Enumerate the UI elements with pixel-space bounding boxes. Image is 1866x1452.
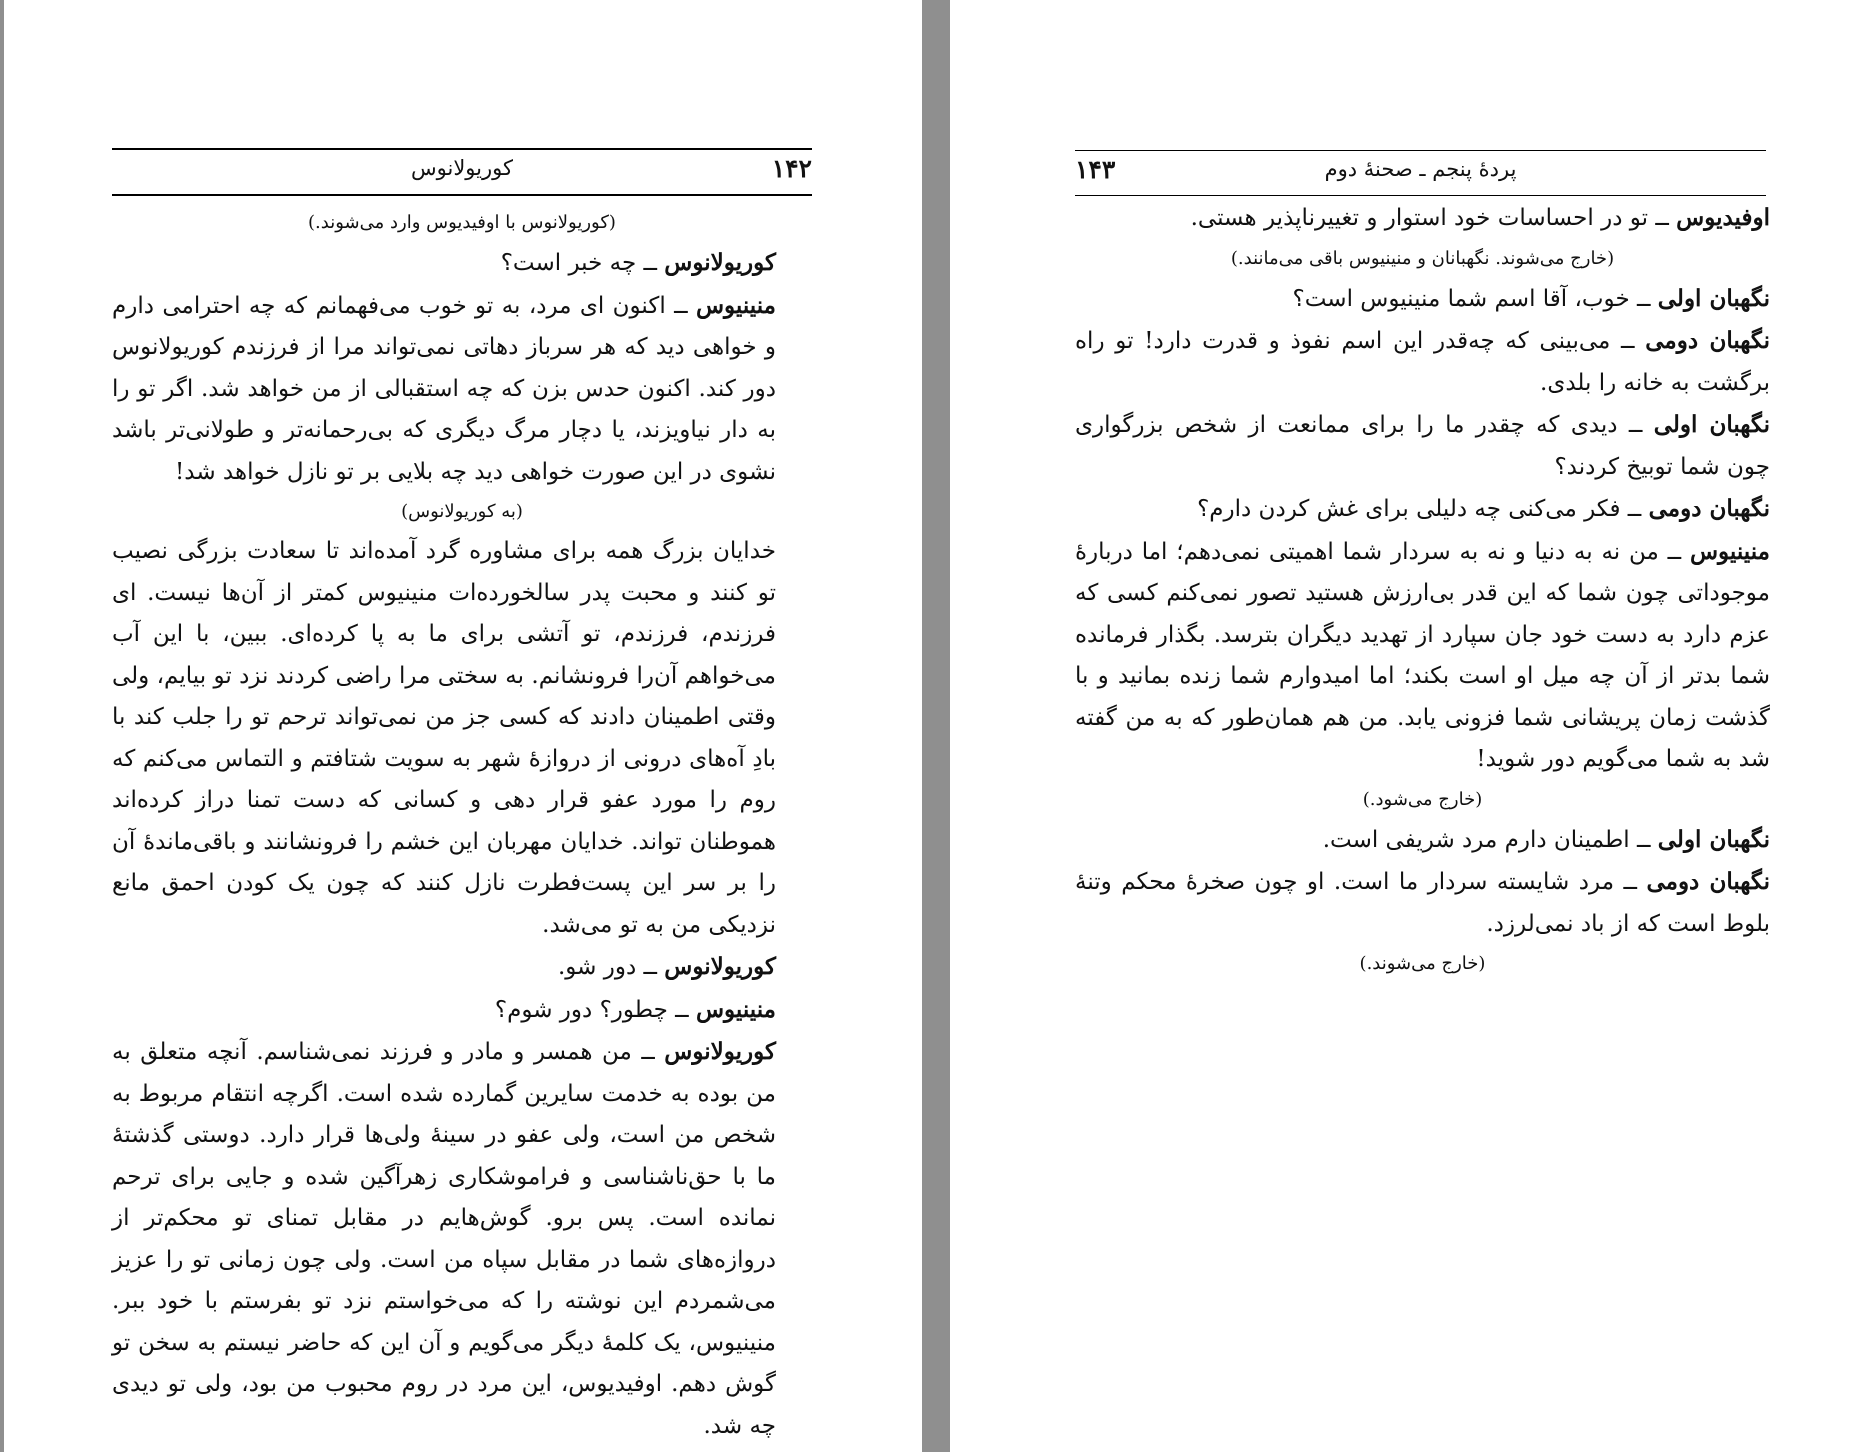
speech-text: ــ چطور؟ دور شوم؟ bbox=[494, 996, 696, 1023]
stage-direction: (کوریولانوس با اوفیدیوس وارد می‌شوند.) bbox=[308, 212, 616, 233]
speech-text: ــ دیدی که چقدر ما را برای ممانعت از شخص بزرگواری چون شما توبیخ کردند؟ bbox=[1075, 412, 1770, 480]
running-head: پردهٔ پنجم ـ صحنهٔ دوم bbox=[1324, 157, 1517, 181]
speech-text: ــ خوب، آقا اسم شما منینیوس است؟ bbox=[1292, 285, 1658, 312]
speaker-name: منینیوس bbox=[695, 995, 776, 1023]
speaker-name: نگهبان دومی bbox=[1645, 327, 1770, 354]
speech-paragraph bbox=[112, 285, 812, 494]
page-number: ۱۴۳ bbox=[1075, 155, 1116, 184]
speech-paragraph bbox=[112, 1031, 812, 1447]
page-body bbox=[1075, 197, 1770, 983]
stage-direction: (خارج می‌شود.) bbox=[1362, 788, 1483, 810]
speech-paragraph bbox=[112, 989, 812, 1032]
page-body bbox=[112, 204, 812, 1447]
speaker-name: کوریولانوس bbox=[664, 249, 776, 276]
speaker-name: نگهبان اولی bbox=[1653, 411, 1770, 438]
speech-text: ــ من همسر و مادر و فرزند نمی‌شناسم. آنچه متعلق به من بوده به خدمت سایرین گمارده شده است. اگرچه انتقام مربوط به شخص من است، ولی عفو در سینهٔ ولی‌ها قرار دارد. دوستی گذشتهٔ ما با حق‌ناشناسی و فراموشکاری زهرآگین شده و جایی برای ترحم نمانده است. پس برو. گوش‌هایم در مقابل تمنای تو محکم‌تر از دروازه‌های شما در مقابل سپاه من است. ولی چون زمانی تو را عزیز می‌شمردم این نوشته را که می‌خواستم نزد تو بفرستم با خود ببر. منینیوس، یک کلمهٔ دیگر می‌گویم و آن این که حاضر نیستم به سخن تو گوش دهم. اوفیدیوس، این مرد در روم محبوب من بود، ولی تو دیدی چه شد. bbox=[112, 1039, 776, 1439]
speech-paragraph bbox=[1075, 404, 1770, 488]
speaker-name: نگهبان دومی bbox=[1646, 868, 1770, 895]
speech-text: ــ می‌بینی که چه‌قدر این اسم نفوذ و قدرت دارد! تو راه برگشت به خانه را بلدی. bbox=[1075, 328, 1770, 396]
speech-paragraph bbox=[1075, 861, 1770, 945]
page-header bbox=[112, 148, 812, 196]
page-number: ۱۴۲ bbox=[771, 154, 812, 183]
speech-paragraph bbox=[1075, 488, 1770, 531]
speech-text: ــ من نه به دنیا و نه به سردار شما اهمیتی نمی‌دهم؛ اما دربارهٔ موجوداتی چون شما که این قدر بی‌ارزش هستید تصور نمی‌کنم کسی که عزم دارد به دست خود جان سپارد از تهدید دیگران بترسد. بگذار فرمانده شما بدتر از آن چه میل او است بکند؛ اما امیدوارم شما زنده بمانید و با گذشت زمان پریشانی شما فزونی یابد. من هم همان‌طور که به من گفته شد به شما می‌گویم دور شوید! bbox=[1075, 538, 1770, 772]
speech-text: ــ مرد شایسته سردار ما است. او چون صخرهٔ محکم وتنهٔ بلوط است که از باد نمی‌لرزد. bbox=[1075, 869, 1770, 937]
speaker-name: کوریولانوس bbox=[664, 953, 776, 980]
speaker-name: کوریولانوس bbox=[664, 1038, 776, 1065]
speaker-name: منینیوس bbox=[695, 291, 776, 319]
speech-paragraph bbox=[1075, 197, 1770, 240]
page-header bbox=[1075, 150, 1766, 196]
speaker-name: نگهبان اولی bbox=[1657, 825, 1770, 853]
right-page bbox=[950, 0, 1866, 1452]
speaker-name: منینیوس bbox=[1689, 537, 1770, 565]
speech-text: ــ تو در احساسات خود استوار و تغییرناپذیر هستی. bbox=[1190, 205, 1677, 231]
speech-text: ــ اکنون ای مرد، به تو خوب می‌فهمانم که چه احترامی دارم و خواهی دید که هر سرباز دهاتی نمی‌تواند مرا از فرزندم کوریولانوس دور کند. اکنون حدس بزن که چه استقبالی از من خواهد شد. اگر تو را به دار نیاویزند، یا دچار مرگ دیگری که بی‌رحمانه‌تر و طولانی‌تر باشد نشوی در این صورت خواهی دید چه بلایی بر تو نازل خواهد شد! bbox=[112, 292, 776, 485]
stage-direction: (به کوریولانوس) bbox=[401, 501, 523, 522]
speech-paragraph bbox=[1075, 531, 1770, 781]
speech-paragraph bbox=[1075, 278, 1770, 321]
speech-paragraph bbox=[112, 946, 812, 989]
speaker-name: نگهبان اولی bbox=[1657, 284, 1770, 312]
stage-direction: (خارج می‌شوند. نگهبانان و منینیوس باقی می‌مانند.) bbox=[1230, 247, 1615, 269]
speech-paragraph bbox=[1075, 320, 1770, 404]
speech-text: ــ دور شو. bbox=[557, 954, 665, 980]
speech-text: ــ فکر می‌کنی چه دلیلی برای غش کردن دارم؟ bbox=[1197, 496, 1649, 522]
left-page bbox=[4, 0, 922, 1452]
running-head: کوریولانوس bbox=[411, 156, 513, 180]
speech-paragraph bbox=[112, 242, 812, 285]
speech-text: ــ اطمینان دارم مرد شریفی است. bbox=[1322, 826, 1658, 853]
stage-direction: (خارج می‌شوند.) bbox=[1359, 953, 1486, 974]
speech-paragraph bbox=[1075, 819, 1770, 862]
speaker-name: نگهبان دومی bbox=[1648, 495, 1770, 522]
speech-paragraph: خدایان بزرگ همه برای مشاوره گرد آمده‌اند تا سعادت بزرگی نصیب تو کنند و محبت پدر سالخورده‌ات منینیوس کمتر از آن‌ها نیست. ای فرزندم، فرزندم، تو آتشی برای ما به پا کرده‌ای. ببین، با این آب می‌خواهم آن‌را فرونشانم. به سختی مرا راضی کردند نزد تو بیایم، ولی وقتی اطمینان دادند که کسی جز من نمی‌تواند ترحم تو را جلب کند با بادِ آه‌های درونی از دروازهٔ شهر به سویت شتافتم و التماس می‌کنم که روم را مورد عفو قرار دهی و کسانی که دست تمنا دراز کرده‌اند هموطنان تواند. خدایان مهربان این خشم را فرونشانند و باقی‌ماندهٔ آن را بر سر این پست‌فطرت نازل کنند که چون یک کودن احمق مانع نزدیکی من به تو می‌شد. bbox=[112, 538, 776, 938]
speaker-name: اوفیدیوس bbox=[1676, 204, 1770, 231]
speech-text: ــ چه خبر است؟ bbox=[500, 250, 665, 276]
